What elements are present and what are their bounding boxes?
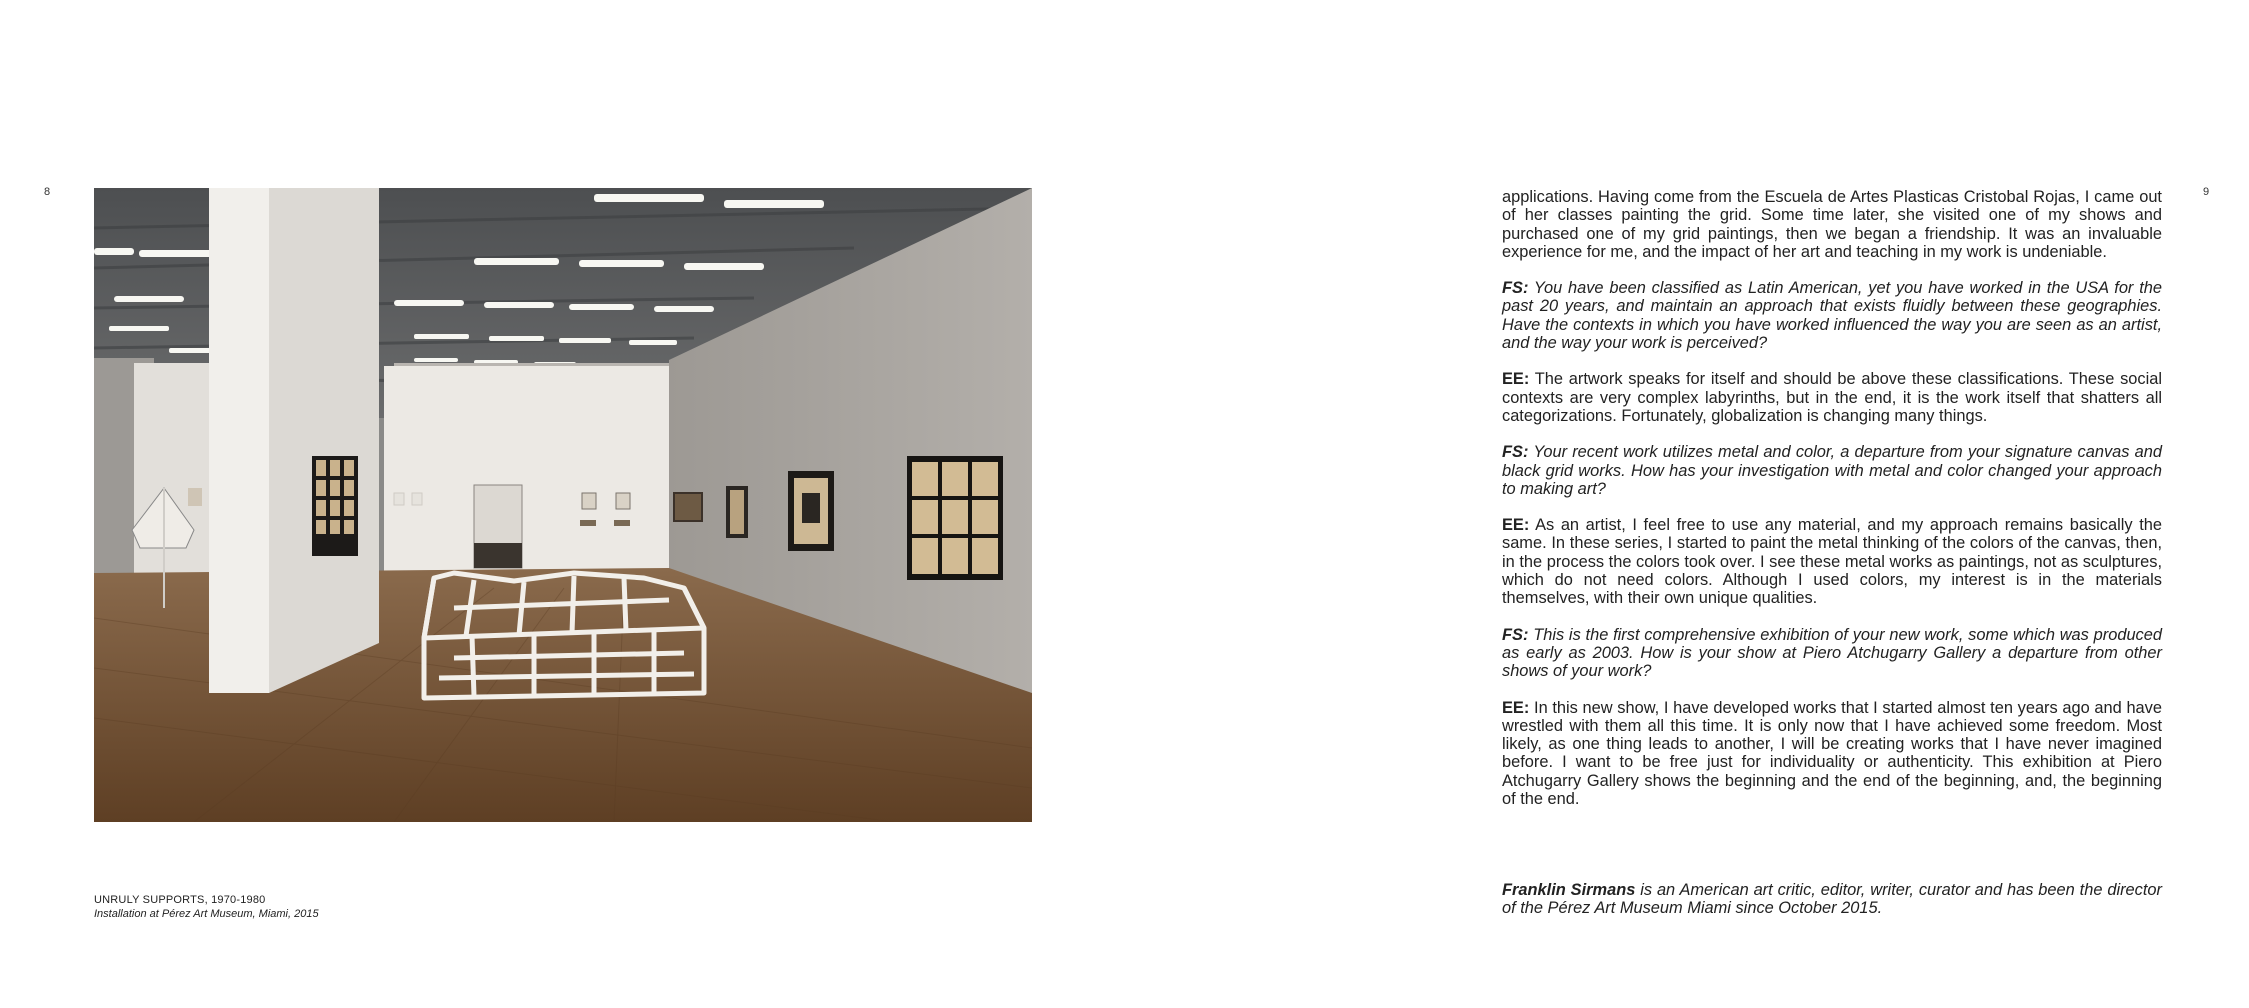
paragraph-text: As an artist, I feel free to use any material, and my approach remains basically the same. In these series, I started to paint the metal thinking of the colors of the canvas, then, in the process the colors took over. I see these metal works as paintings, not as sculptures, which do not need colors. Although I used colors, my interest is in the materials themselves, with their own unique qualities. — [1502, 516, 2162, 608]
answer-paragraph — [1502, 699, 2162, 809]
pillar — [209, 188, 269, 693]
grid-painting-pillar — [312, 456, 358, 556]
speaker-label: FS: — [1502, 279, 1529, 298]
paragraph-text: This is the first comprehensive exhibition of your new work, some which was produced as early as 2003. How is your show at Piero Atchugarry Gallery a departure from other shows of your work? — [1502, 625, 2162, 681]
answer-paragraph — [1502, 516, 2162, 607]
bio-text: is an American art critic, editor, writer, curator and has been the director of the Pérez Art Museum Miami since October 2015. — [1502, 881, 2162, 918]
page-number-left: 8 — [44, 186, 51, 198]
speaker-label: EE: — [1502, 698, 1530, 717]
caption-subtitle: Installation at Pérez Art Museum, Miami, 2015 — [94, 908, 319, 920]
paragraph-text: The artwork speaks for itself and should be above these classifications. These social contexts are very complex labyrinths, but in the end, it is the work itself that shatters all categorizations. Fortunately, globalization is changing many things. — [1502, 370, 2162, 425]
page-number-right: 9 — [2203, 186, 2210, 198]
paragraph-text: You have been classified as Latin American, yet you have worked in the USA for the past 20 years, and maintain an approach that exists fluidly between these geographies. Have the contexts in which you have worked influenced the way you are seen as an artist, and the way your work is perceived? — [1502, 279, 2162, 353]
gallery-scene — [94, 188, 1032, 822]
question-paragraph — [1502, 626, 2162, 681]
question-paragraph — [1502, 443, 2162, 498]
speaker-label: EE: — [1502, 516, 1530, 535]
question-paragraph — [1502, 279, 2162, 352]
gallery-installation-photo — [94, 188, 1032, 822]
caption-title: UNRULY SUPPORTS, 1970-1980 — [94, 894, 266, 906]
photo-caption — [94, 893, 594, 921]
paragraph-text: In this new show, I have developed works that I started almost ten years ago and have wrestled with them all this time. It is only now that I have achieved some freedom. Most likely, as one thing leads to another, I will be creating works that I have never imagined before. I want to be free just for individuality or authenticity. This exhibition at Piero Atchugarry Gallery shows the beginning and the end of the beginning, and, the beginning of the end. — [1502, 698, 2162, 809]
doorway-inner — [474, 543, 522, 568]
speaker-label: FS: — [1502, 625, 1529, 644]
author-bio — [1502, 881, 2162, 918]
paragraph-text: Your recent work utilizes metal and color, a departure from your signature canvas and black grid works. How has your investigation with metal and color changed your approach to making art? — [1502, 443, 2163, 498]
speaker-label: EE: — [1502, 370, 1530, 389]
bio-name: Franklin Sirmans — [1502, 881, 1636, 899]
pillar-side — [269, 188, 379, 693]
interview-text — [1502, 188, 2162, 826]
answer-paragraph — [1502, 370, 2162, 425]
paragraph — [1502, 188, 2162, 261]
white-wall-center — [384, 366, 669, 598]
speaker-label: FS: — [1502, 443, 1529, 462]
paragraph-text: applications. Having come from the Escuela de Artes Plasticas Cristobal Rojas, I came out of her classes painting the grid. Some time later, she visited one of my shows and purchased one of my grid paintings, then we began a friendship. It was an invaluable experience for me, and the impact of her art and teaching in my work is undeniable. — [1502, 188, 2162, 261]
